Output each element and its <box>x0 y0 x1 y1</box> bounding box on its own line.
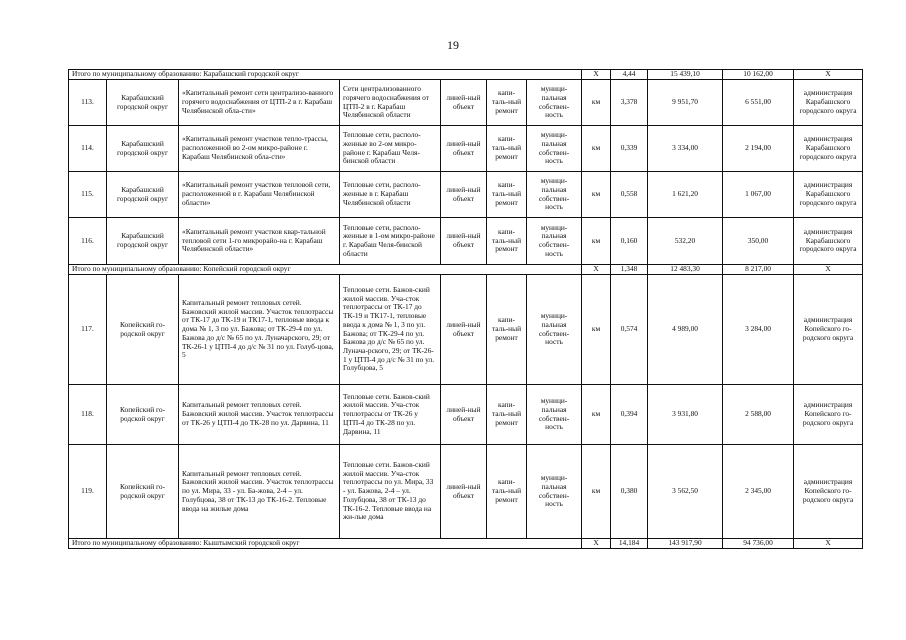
project-cell: Капитальный ремонт тепловых сетей. Бажовский жилой массив. Участок теплотрассы по ул. Мира, 33 - ул. Ба-жова, 2-4 – ул. Голубцова, 38 от ТК-13 до ТК-16-2. Тепловые ввода на жилые дома <box>179 445 340 539</box>
municipality-cell: Копейский го-родской округ <box>107 275 179 385</box>
total-unit: Х <box>582 70 611 80</box>
row-number: 116. <box>69 218 107 265</box>
page-number: 19 <box>447 38 459 52</box>
unit-cell: км <box>582 218 611 265</box>
admin-cell: администрация Копейского го-родского округа <box>794 385 863 445</box>
total-admin: Х <box>794 70 863 80</box>
project-cell: «Капитальный ремонт участков квар-тальной тепловой сети 1-го микрорайо-на г. Карабаш Челябинской области» <box>179 218 340 265</box>
fund-cell: 6 551,00 <box>723 80 794 126</box>
unit-cell: км <box>582 126 611 172</box>
row-number: 113. <box>69 80 107 126</box>
cost-cell: 532,20 <box>648 218 723 265</box>
total-qty: 14,184 <box>611 539 648 549</box>
project-cell: «Капитальный ремонт участков тепловой сети, расположенной в г. Карабаш Челябинской области» <box>179 172 340 218</box>
total-qty: 1,348 <box>611 265 648 275</box>
admin-cell: администрация Карабашского городского округа <box>794 80 863 126</box>
table-row <box>69 275 863 385</box>
work-cell: капи-таль-ный ремонт <box>487 275 527 385</box>
unit-cell: км <box>582 172 611 218</box>
ownership-cell: муници-пальная собствен-ность <box>527 126 582 172</box>
fund-cell: 1 067,00 <box>723 172 794 218</box>
work-cell: капи-таль-ный ремонт <box>487 172 527 218</box>
total-fund: 94 736,00 <box>723 539 794 549</box>
type-cell: линей-ный объект <box>441 445 487 539</box>
cost-cell: 3 334,00 <box>648 126 723 172</box>
cost-cell: 1 621,20 <box>648 172 723 218</box>
work-cell: капи-таль-ный ремонт <box>487 385 527 445</box>
admin-cell: администрация Карабашского городского округа <box>794 172 863 218</box>
total-label: Итого по муниципальному образованию: Копейский городской округ <box>69 265 582 275</box>
cost-cell: 3 562,50 <box>648 445 723 539</box>
cost-cell: 3 931,80 <box>648 385 723 445</box>
ownership-cell: муници-пальная собствен-ность <box>527 80 582 126</box>
project-cell: «Капитальный ремонт участков тепло-трассы, расположенной во 2-ом микро-районе г. Карабаш Челябинской обла-сти» <box>179 126 340 172</box>
type-cell: линей-ный объект <box>441 126 487 172</box>
total-label: Итого по муниципальному образованию: Карабашский городской округ <box>69 70 582 80</box>
object-cell: Тепловые сети, располо-женные в г. Карабаш Челябинской области <box>340 172 441 218</box>
work-cell: капи-таль-ный ремонт <box>487 126 527 172</box>
unit-cell: км <box>582 445 611 539</box>
total-cost: 12 483,30 <box>648 265 723 275</box>
total-fund: 10 162,00 <box>723 70 794 80</box>
total-label: Итого по муниципальному образованию: Кыштымский городской округ <box>69 539 582 549</box>
object-cell: Тепловые сети. Бажов-ский жилой массив. Уча-сток теплотрассы по ул. Мира, 33 - ул. Бажова, 2-4 – ул. Голубцова, 38 от ТК-13 до ТК-16-2. Тепловые ввода на жи-лые дома <box>340 445 441 539</box>
fund-cell: 2 588,00 <box>723 385 794 445</box>
municipality-cell: Карабашский городской округ <box>107 218 179 265</box>
total-row-kyshtym <box>69 539 863 549</box>
qty-cell: 0,394 <box>611 385 648 445</box>
ownership-cell: муници-пальная собствен-ность <box>527 218 582 265</box>
ownership-cell: муници-пальная собствен-ность <box>527 445 582 539</box>
total-cost: 143 917,90 <box>648 539 723 549</box>
work-cell: капи-таль-ный ремонт <box>487 445 527 539</box>
row-number: 115. <box>69 172 107 218</box>
municipality-cell: Карабашский городской округ <box>107 80 179 126</box>
qty-cell: 0,160 <box>611 218 648 265</box>
object-cell: Сети централизованного горячего водоснабжения от ЦТП-2 в г. Карабаш Челябинской области <box>340 80 441 126</box>
table-row <box>69 172 863 218</box>
project-cell: «Капитальный ремонт сети централизо-ванного горячего водоснабжения от ЦТП-2 в г. Карабаш Челябинской обла-сти» <box>179 80 340 126</box>
object-cell: Тепловые сети. Бажов-ский жилой массив. Уча-сток теплотрассы от ТК-17 до ТК-19 и ТК17-1, тепловые ввода к дома № 1, 3 по ул. Бажова; от ТК-29-4 по ул. Бажова до д/с № 65 по ул. Лунача-рского, 29; от ТК-26-1 у ЦТП-4 до д/с № 31 по ул. Голубцова, 5 <box>340 275 441 385</box>
admin-cell: администрация Карабашского городского округа <box>794 126 863 172</box>
object-cell: Тепловые сети. Бажов-ский жилой массив. Уча-сток теплотрассы от ТК-26 у ЦТП-4 до ТК-28 по ул. Дарвина, 11 <box>340 385 441 445</box>
municipality-cell: Карабашский городской округ <box>107 172 179 218</box>
municipality-cell: Копейский го-родской округ <box>107 385 179 445</box>
total-unit: Х <box>582 539 611 549</box>
total-unit: Х <box>582 265 611 275</box>
total-admin: Х <box>794 539 863 549</box>
fund-cell: 350,00 <box>723 218 794 265</box>
type-cell: линей-ный объект <box>441 275 487 385</box>
qty-cell: 0,380 <box>611 445 648 539</box>
total-row-karabash <box>69 70 863 80</box>
table-row <box>69 80 863 126</box>
total-qty: 4,44 <box>611 70 648 80</box>
unit-cell: км <box>582 275 611 385</box>
project-cell: Капитальный ремонт тепловых сетей. Бажовский жилой массив. Участок теплотрассы от ТК-26 у ЦТП-4 до ТК-28 по ул. Дарвина, 11 <box>179 385 340 445</box>
fund-cell: 3 284,00 <box>723 275 794 385</box>
cost-cell: 4 989,00 <box>648 275 723 385</box>
admin-cell: администрация Карабашского городского округа <box>794 218 863 265</box>
cost-cell: 9 951,70 <box>648 80 723 126</box>
ownership-cell: муници-пальная собствен-ность <box>527 172 582 218</box>
fund-cell: 2 345,00 <box>723 445 794 539</box>
type-cell: линей-ный объект <box>441 172 487 218</box>
work-cell: капи-таль-ный ремонт <box>487 80 527 126</box>
unit-cell: км <box>582 80 611 126</box>
municipality-cell: Копейский го-родской округ <box>107 445 179 539</box>
table-row <box>69 126 863 172</box>
table-row <box>69 218 863 265</box>
type-cell: линей-ный объект <box>441 385 487 445</box>
investment-table <box>68 69 863 549</box>
admin-cell: администрация Копейского го-родского округа <box>794 275 863 385</box>
table-row <box>69 385 863 445</box>
unit-cell: км <box>582 385 611 445</box>
row-number: 119. <box>69 445 107 539</box>
work-cell: капи-таль-ный ремонт <box>487 218 527 265</box>
total-fund: 8 217,00 <box>723 265 794 275</box>
total-row-kopeysk <box>69 265 863 275</box>
row-number: 118. <box>69 385 107 445</box>
qty-cell: 3,378 <box>611 80 648 126</box>
object-cell: Тепловые сети, располо-женные во 2-ом микро-районе г. Карабаш Челя-бинской области <box>340 126 441 172</box>
fund-cell: 2 194,00 <box>723 126 794 172</box>
type-cell: линей-ный объект <box>441 80 487 126</box>
row-number: 114. <box>69 126 107 172</box>
ownership-cell: муници-пальная собствен-ность <box>527 385 582 445</box>
admin-cell: администрация Копейского го-родского округа <box>794 445 863 539</box>
row-number: 117. <box>69 275 107 385</box>
municipality-cell: Карабашский городской округ <box>107 126 179 172</box>
total-admin: Х <box>794 265 863 275</box>
object-cell: Тепловые сети, располо-женные в 1-ом микро-районе г. Карабаш Челя-бинской области <box>340 218 441 265</box>
qty-cell: 0,574 <box>611 275 648 385</box>
ownership-cell: муници-пальная собствен-ность <box>527 275 582 385</box>
type-cell: линей-ный объект <box>441 218 487 265</box>
qty-cell: 0,339 <box>611 126 648 172</box>
project-cell: Капитальный ремонт тепловых сетей. Бажовский жилой массив. Участок теплотрассы от ТК-17 до ТК-19 и ТК17-1, тепловые ввода к дома № 1, 3 по ул. Бажова; от ТК-29-4 по ул. Бажова до д/с № 65 по ул. Луначарского, 29; от ТК-26-1 у ЦТП-4 до д/с № 31 по ул. Голуб-цова, 5 <box>179 275 340 385</box>
qty-cell: 0,558 <box>611 172 648 218</box>
total-cost: 15 439,10 <box>648 70 723 80</box>
table-row <box>69 445 863 539</box>
